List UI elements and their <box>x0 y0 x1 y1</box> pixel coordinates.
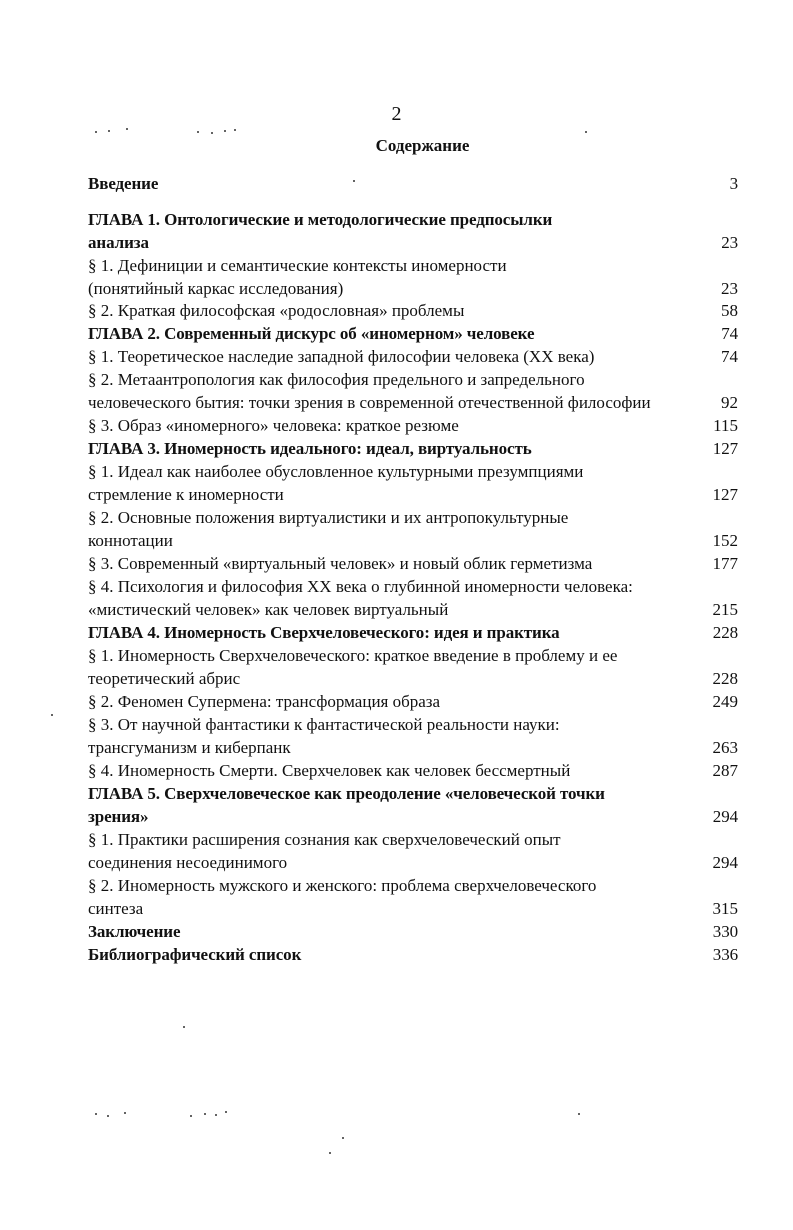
toc-chapter-entry <box>88 943 738 966</box>
toc-chapter-entry <box>88 208 738 254</box>
toc-section-entry <box>88 414 738 437</box>
toc-entry-text: ГЛАВА 1. Онтологические и методологические предпосылки <box>88 210 553 229</box>
toc-chapter-entry <box>88 322 738 345</box>
toc-page-number: 127 <box>712 439 738 458</box>
toc-entry-text: стремление к иномерности <box>88 485 284 504</box>
scan-speck <box>107 1115 109 1117</box>
toc-entry-text: (понятийный каркас исследования) <box>88 279 344 298</box>
toc-entry-text: § 1. Идеал как наиболее обусловленное культурными презумпциями <box>88 462 584 481</box>
toc-page-number: 74 <box>721 347 738 366</box>
toc-section-entry <box>88 690 738 713</box>
toc-entry-text: коннотации <box>88 531 173 550</box>
toc-page-number: 58 <box>721 301 738 320</box>
toc-entry-text: § 1. Иномерность Сверхчеловеческого: краткое введение в проблему и ее <box>88 646 618 665</box>
toc-chapter-entry <box>88 172 738 195</box>
toc-section-entry <box>88 368 738 414</box>
toc-page-number: 249 <box>712 692 738 711</box>
toc-entry-text: § 2. Иномерность мужского и женского: проблема сверхчеловеческого <box>88 876 597 895</box>
toc-page-number: 215 <box>712 600 738 619</box>
toc-section-entry <box>88 644 738 690</box>
toc-section-entry <box>88 552 738 575</box>
scan-speck <box>578 1113 580 1115</box>
scan-speck <box>197 131 199 133</box>
scan-speck <box>329 1152 331 1154</box>
toc-chapter-entry <box>88 782 738 828</box>
scan-speck <box>224 130 226 132</box>
toc-entry-text: «мистический человек» как человек виртуальный <box>88 600 449 619</box>
toc-entry-text: § 2. Краткая философская «родословная» проблемы <box>88 301 465 320</box>
page-number: 2 <box>391 103 402 125</box>
toc-section-entry <box>88 828 738 874</box>
toc-page-number: 228 <box>712 623 738 642</box>
toc-page-number: 115 <box>713 416 738 435</box>
toc-page-number: 330 <box>712 922 738 941</box>
toc-entry-text: § 1. Теоретическое наследие западной философии человека (XX века) <box>88 347 595 366</box>
toc-entry-text: § 3. От научной фантастики к фантастической реальности науки: <box>88 715 560 734</box>
toc-page-number: 228 <box>712 669 738 688</box>
scan-speck <box>225 1111 227 1113</box>
scan-speck <box>211 132 213 134</box>
toc-section-entry <box>88 460 738 506</box>
toc-section-entry <box>88 759 738 782</box>
toc-entry-text: § 3. Образ «иномерного» человека: краткое резюме <box>88 416 459 435</box>
toc-entry-text: Библиографический список <box>88 945 302 964</box>
toc-entry-text: человеческого бытия: точки зрения в современной отечественной философии <box>88 393 651 412</box>
toc-page-number: 92 <box>721 393 738 412</box>
toc-entry-text: ГЛАВА 3. Иномерность идеального: идеал, виртуальность <box>88 439 532 458</box>
toc-entry-text: § 2. Метаантропология как философия предельного и запредельного <box>88 370 585 389</box>
toc-chapter-entry <box>88 437 738 460</box>
toc-chapter-entry <box>88 920 738 943</box>
toc-page-number: 127 <box>712 485 738 504</box>
scan-speck <box>126 128 128 130</box>
toc-page-number: 336 <box>712 945 738 964</box>
toc-section-entry <box>88 874 738 920</box>
toc-entry-text: синтеза <box>88 899 144 918</box>
scan-speck <box>234 129 236 131</box>
toc-section-entry <box>88 713 738 759</box>
page-title: Содержание <box>375 136 470 155</box>
toc-entry-text: Заключение <box>88 922 181 941</box>
toc-entry-text: зрения» <box>88 807 149 826</box>
toc-section-entry <box>88 299 738 322</box>
toc-section-entry <box>88 345 738 368</box>
toc-entry-text: § 2. Основные положения виртуалистики и их антропокультурные <box>88 508 569 527</box>
toc-page-number: 177 <box>712 554 738 573</box>
toc-entry-text: ГЛАВА 4. Иномерность Сверхчеловеческого: идея и практика <box>88 623 560 642</box>
toc-entry-text: § 4. Иномерность Смерти. Сверхчеловек как человек бессмертный <box>88 761 571 780</box>
scan-speck <box>95 131 97 133</box>
toc-entry-text: анализа <box>88 233 149 252</box>
toc-entry-text: трансгуманизм и киберпанк <box>88 738 291 757</box>
scan-speck <box>183 1026 185 1028</box>
toc-page-number: 263 <box>712 738 738 757</box>
toc-page-number: 23 <box>721 279 738 298</box>
toc-section-entry <box>88 575 738 621</box>
toc-entry-text: соединения несоединимого <box>88 853 288 872</box>
toc-section-entry <box>88 254 738 300</box>
toc-page-number: 287 <box>712 761 738 780</box>
toc-entry-text: ГЛАВА 2. Современный дискурс об «иномерном» человеке <box>88 324 535 343</box>
scan-speck <box>353 180 355 182</box>
toc-entry-text: ГЛАВА 5. Сверхчеловеческое как преодоление «человеческой точки <box>88 784 605 803</box>
scan-speck <box>204 1113 206 1115</box>
scan-speck <box>190 1115 192 1117</box>
toc-entry-text: § 1. Практики расширения сознания как сверхчеловеческий опыт <box>88 830 561 849</box>
scan-speck <box>95 1113 97 1115</box>
toc-entry-text: теоретический абрис <box>88 669 241 688</box>
toc-page-number: 294 <box>712 807 738 826</box>
toc-page-number: 152 <box>712 531 738 550</box>
toc-entry-text: § 4. Психология и философия XX века о глубинной иномерности человека: <box>88 577 633 596</box>
scan-speck <box>108 130 110 132</box>
toc-page-number: 3 <box>729 174 738 193</box>
toc-entry-text: § 1. Дефиниции и семантические контексты иномерности <box>88 256 507 275</box>
toc-page-number: 23 <box>721 233 738 252</box>
scan-speck <box>215 1114 217 1116</box>
toc-entry-text: § 2. Феномен Супермена: трансформация образа <box>88 692 441 711</box>
toc-page-number: 74 <box>721 324 738 343</box>
toc-chapter-entry <box>88 621 738 644</box>
toc-page-number: 315 <box>712 899 738 918</box>
scan-speck <box>585 131 587 133</box>
toc-entry-text: § 3. Современный «виртуальный человек» и новый облик герметизма <box>88 554 593 573</box>
scan-speck <box>124 1112 126 1114</box>
scan-speck <box>342 1137 344 1139</box>
toc-page-number: 294 <box>712 853 738 872</box>
toc-section-entry <box>88 506 738 552</box>
toc-entry-text: Введение <box>88 174 159 193</box>
scan-speck <box>51 714 53 716</box>
